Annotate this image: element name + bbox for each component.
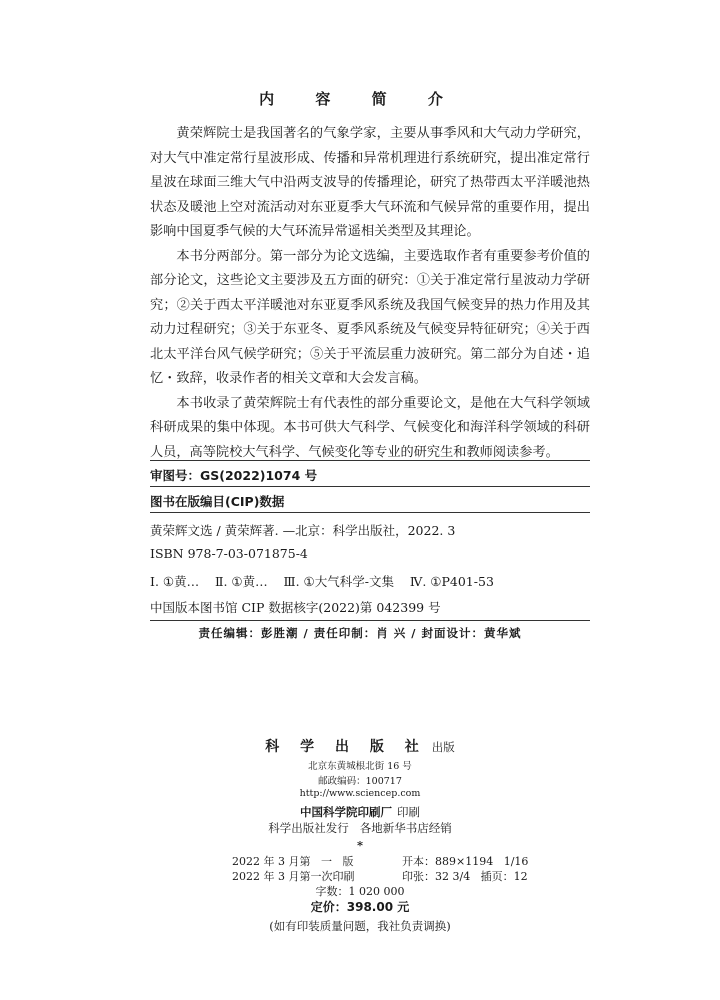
format: 开本：889×1194 1/16 xyxy=(402,855,529,868)
distribution: 科学出版社发行 各地新华书店经销 xyxy=(268,821,452,835)
divider xyxy=(150,512,590,513)
cip-classification: Ⅰ. ①黄… Ⅱ. ①黄… Ⅲ. ①大气科学-文集 Ⅳ. ①P401-53 xyxy=(150,574,494,589)
page-title: 内 容 简 介 xyxy=(259,90,461,108)
quality-note: (如有印装质量问题，我社负责调换) xyxy=(269,919,451,933)
review-number: 审图号：GS(2022)1074 号 xyxy=(150,468,318,483)
isbn: ISBN 978-7-03-071875-4 xyxy=(150,546,308,561)
publisher-url: http://www.sciencep.com xyxy=(299,788,421,799)
intro-paragraph: 本书分两部分。第一部分为论文选编，主要选取作者有重要参考价值的部分论文，这些论文主要涉及五方面的研究：①关于准定常行星波动力学研究；②关于西太平洋暖池对东亚夏季风系统及我国气候变异的热力作用及其动力过程研究；③关于东亚冬、夏季风系统及气候变异特征研究；④关于西北太平洋台风气候学研究；⑤关于平流层重力波研究。第二部分为自述・追忆・致辞，收录作者的相关文章和大会发言稿。 xyxy=(150,248,590,386)
printer-name: 中国科学院印刷厂 xyxy=(299,805,392,819)
divider xyxy=(150,486,590,487)
cip-title-line: 黄荣辉文选 / 黄荣辉著. —北京：科学出版社，2022. 3 xyxy=(150,523,456,538)
sheets: 印张：32 3/4 插页：12 xyxy=(402,870,528,883)
publisher-name: 科 学 出 版 社 xyxy=(265,739,427,755)
printer-suffix: 印刷 xyxy=(397,805,421,819)
printing: 2022 年 3 月第一次印刷 xyxy=(232,870,355,883)
edition: 2022 年 3 月第 一 版 xyxy=(232,855,354,868)
editors-credits: 责任编辑：彭胜潮 / 责任印制：肖 兴 / 封面设计：黄华斌 xyxy=(198,626,522,640)
intro-paragraph: 黄荣辉院士是我国著名的气象学家，主要从事季风和大气动力学研究，对大气中准定常行星波形成、传播和异常机理进行系统研究，提出准定常行星波在球面三维大气中沿两支波导的传播理论，研究了热带西太平洋暖池热状态及暖池上空对流活动对东亚夏季大气环流和气候异常的重要作用，提出影响中国夏季气候的大气环流异常遥相关类型及其理论。 xyxy=(150,126,590,239)
divider xyxy=(150,460,590,461)
word-count: 字数：1 020 000 xyxy=(315,885,405,898)
divider xyxy=(150,620,590,621)
cip-verify-number: 中国版本图书馆 CIP 数据核字(2022)第 042399 号 xyxy=(150,600,441,615)
publisher-address: 北京东黄城根北街 16 号 xyxy=(308,761,412,772)
intro-text xyxy=(150,122,590,465)
printer-line xyxy=(0,801,720,820)
publisher-name-line xyxy=(0,736,720,756)
cip-header: 图书在版编目(CIP)数据 xyxy=(150,494,285,509)
price: 定价：398.00 元 xyxy=(310,900,410,914)
separator-star: * xyxy=(356,838,363,852)
publisher-suffix: 出版 xyxy=(431,740,455,754)
publisher-postcode: 邮政编码：100717 xyxy=(318,776,402,787)
intro-paragraph: 本书收录了黄荣辉院士有代表性的部分重要论文，是他在大气科学领域科研成果的集中体现。本书可供大气科学、气候变化和海洋科学领域的科研人员，高等院校大气科学、气候变化等专业的研究生和教师阅读参考。 xyxy=(150,395,590,460)
